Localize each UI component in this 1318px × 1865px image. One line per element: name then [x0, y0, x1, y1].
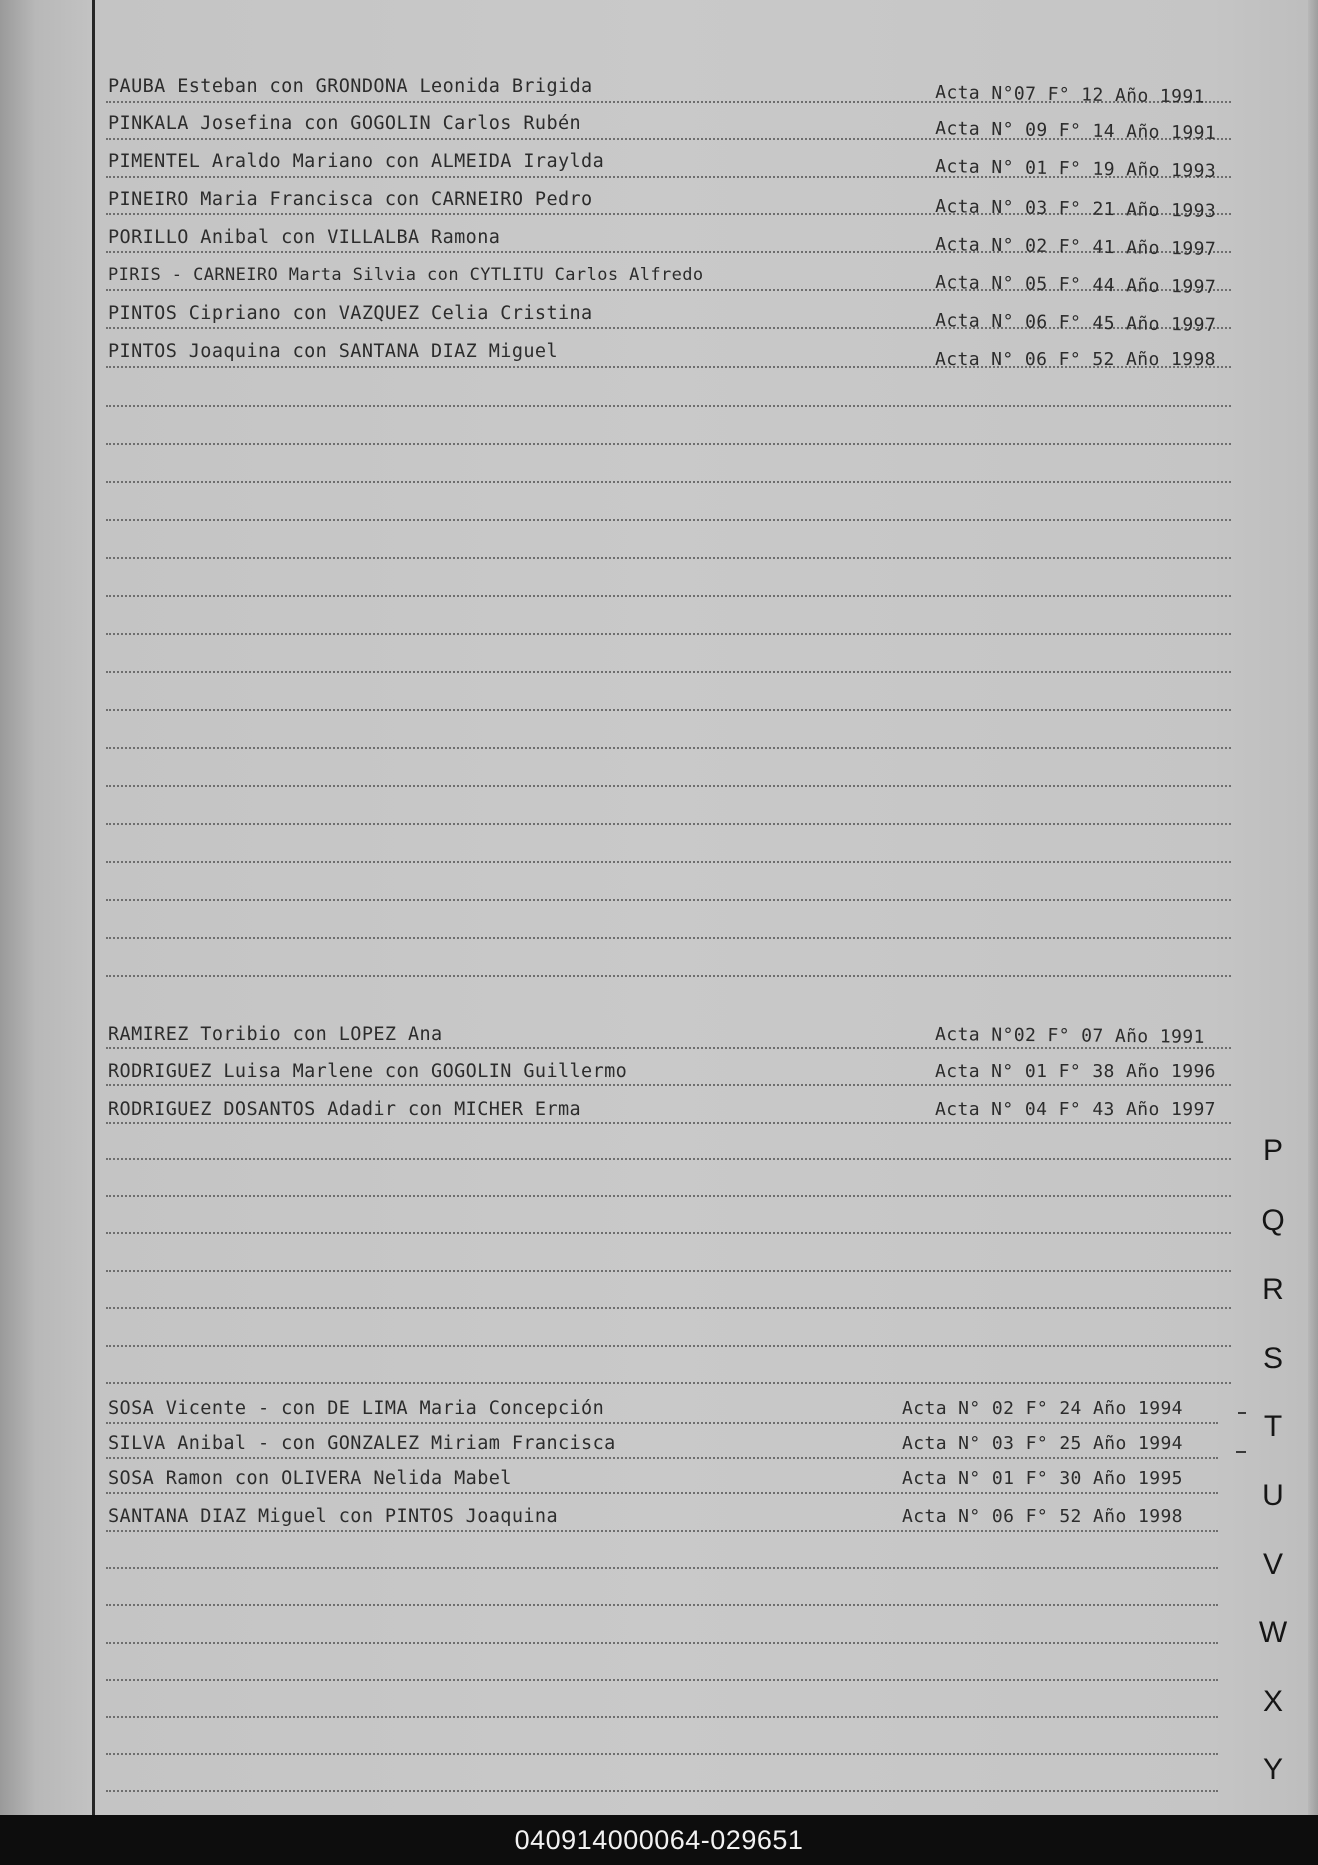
entry-acta: Acta N° 01 F° 38 Año 1996: [935, 1061, 1216, 1082]
ruled-line: [106, 823, 1231, 825]
ruled-line: [106, 747, 1231, 749]
entry-acta: Acta N° 01 F° 19 Año 1993: [935, 156, 1217, 182]
ruled-line: [106, 1122, 1231, 1124]
ruled-line: [106, 1790, 1218, 1792]
document-code: 040914000064-029651: [514, 1825, 804, 1855]
index-tab-v[interactable]: V: [1262, 1548, 1283, 1581]
ruled-line: [106, 1382, 1231, 1384]
entry-acta: Acta N° 06 F° 52 Año 1998: [902, 1506, 1183, 1527]
entry-names: SANTANA DIAZ Miguel con PINTOS Joaquina: [108, 1506, 558, 1527]
ruled-line: [106, 975, 1231, 977]
index-tab-r[interactable]: R: [1262, 1273, 1284, 1306]
entry-acta: Acta N°02 F° 07 Año 1991: [935, 1024, 1205, 1048]
entry-names: SOSA Ramon con OLIVERA Nelida Mabel: [108, 1468, 512, 1489]
ruled-line: [106, 1307, 1231, 1309]
ruled-line: [106, 557, 1231, 559]
index-tab-t[interactable]: T: [1263, 1410, 1283, 1443]
ruled-line: [106, 405, 1231, 407]
index-tab-p[interactable]: P: [1262, 1134, 1283, 1167]
ruled-line: [106, 1567, 1218, 1569]
ruled-line: [106, 633, 1231, 635]
ruled-line: [106, 1195, 1231, 1197]
ruled-line: [106, 1270, 1231, 1272]
index-tab-y[interactable]: Y: [1262, 1753, 1283, 1786]
ruled-line: [106, 1604, 1218, 1606]
index-tab-x[interactable]: X: [1262, 1685, 1283, 1718]
ruled-line: [106, 519, 1231, 521]
entry-acta: Acta N°07 F° 12 Año 1991: [935, 82, 1206, 108]
entry-names: PAUBA Esteban con GRONDONA Leonida Brigida: [108, 76, 593, 97]
ruled-line: [106, 785, 1231, 787]
entry-acta: Acta N° 03 F° 25 Año 1994: [902, 1433, 1183, 1454]
entry-acta: Acta N° 02 F° 41 Año 1997: [935, 234, 1217, 260]
ruled-line: [106, 1158, 1231, 1160]
ruled-line: [106, 1457, 1218, 1459]
entry-acta: Acta N° 06 F° 45 Año 1997: [935, 310, 1217, 336]
ruled-line: [106, 937, 1231, 939]
entry-acta: Acta N° 02 F° 24 Año 1994: [902, 1398, 1183, 1419]
entry-acta: Acta N° 06 F° 52 Año 1998: [935, 349, 1216, 370]
ruled-line: [106, 671, 1231, 673]
ruled-line: [106, 443, 1231, 445]
entry-acta: Acta N° 09 F° 14 Año 1991: [935, 118, 1217, 144]
entry-names: PIRIS - CARNEIRO Marta Silvia con CYTLITU Carlos Alfredo: [108, 265, 704, 285]
ruled-line: [106, 1232, 1231, 1234]
entry-names: PINTOS Joaquina con SANTANA DIAZ Miguel: [108, 341, 558, 362]
margin-rule: [92, 0, 95, 1815]
ruled-line: [106, 1084, 1231, 1086]
ruled-line: [106, 709, 1231, 711]
ruled-line: [106, 1492, 1218, 1494]
index-tab-w[interactable]: W: [1258, 1616, 1288, 1649]
ruled-line: [106, 1753, 1218, 1755]
ruled-line: [106, 1047, 1231, 1049]
entry-acta: Acta N° 05 F° 44 Año 1997: [935, 272, 1217, 298]
ruled-line: [106, 481, 1231, 483]
entry-names: PIMENTEL Araldo Mariano con ALMEIDA Iraylda: [108, 151, 605, 172]
entry-names: PORILLO Anibal con VILLALBA Ramona: [108, 227, 501, 248]
entry-acta: Acta N° 01 F° 30 Año 1995: [902, 1468, 1183, 1489]
entry-names: PINTOS Cipriano con VAZQUEZ Celia Cristina: [108, 303, 593, 324]
ruled-line: [106, 1530, 1218, 1532]
entry-names: RODRIGUEZ DOSANTOS Adadir con MICHER Erma: [108, 1099, 582, 1120]
ruled-line: [106, 899, 1231, 901]
entry-names: SOSA Vicente - con DE LIMA Maria Concepción: [108, 1398, 605, 1419]
entry-names: SILVA Anibal - con GONZALEZ Miriam Francisca: [108, 1433, 616, 1454]
ruled-line: [106, 861, 1231, 863]
index-tab-q[interactable]: Q: [1261, 1204, 1285, 1237]
ruled-line: [106, 1716, 1218, 1718]
margin-tick: [1238, 1412, 1246, 1414]
entry-names: RODRIGUEZ Luisa Marlene con GOGOLIN Guillermo: [108, 1061, 628, 1082]
entry-names: PINEIRO Maria Francisca con CARNEIRO Pedro: [108, 189, 593, 210]
index-tab-s[interactable]: S: [1262, 1342, 1283, 1375]
entry-names: PINKALA Josefina con GOGOLIN Carlos Rubén: [108, 113, 582, 134]
entry-acta: Acta N° 03 F° 21 Año 1993: [935, 196, 1217, 222]
page-edge: [1308, 0, 1318, 1815]
entry-acta: Acta N° 04 F° 43 Año 1997: [935, 1099, 1216, 1120]
margin-tick: [1236, 1451, 1246, 1453]
index-tab-u[interactable]: U: [1262, 1479, 1284, 1512]
ruled-line: [106, 1345, 1231, 1347]
ruled-line: [106, 1642, 1218, 1644]
ruled-line: [106, 595, 1231, 597]
ruled-line: [106, 1422, 1218, 1424]
ruled-line: [106, 1679, 1218, 1681]
left-margin: [0, 0, 90, 1815]
entry-names: RAMIREZ Toribio con LOPEZ Ana: [108, 1024, 443, 1045]
